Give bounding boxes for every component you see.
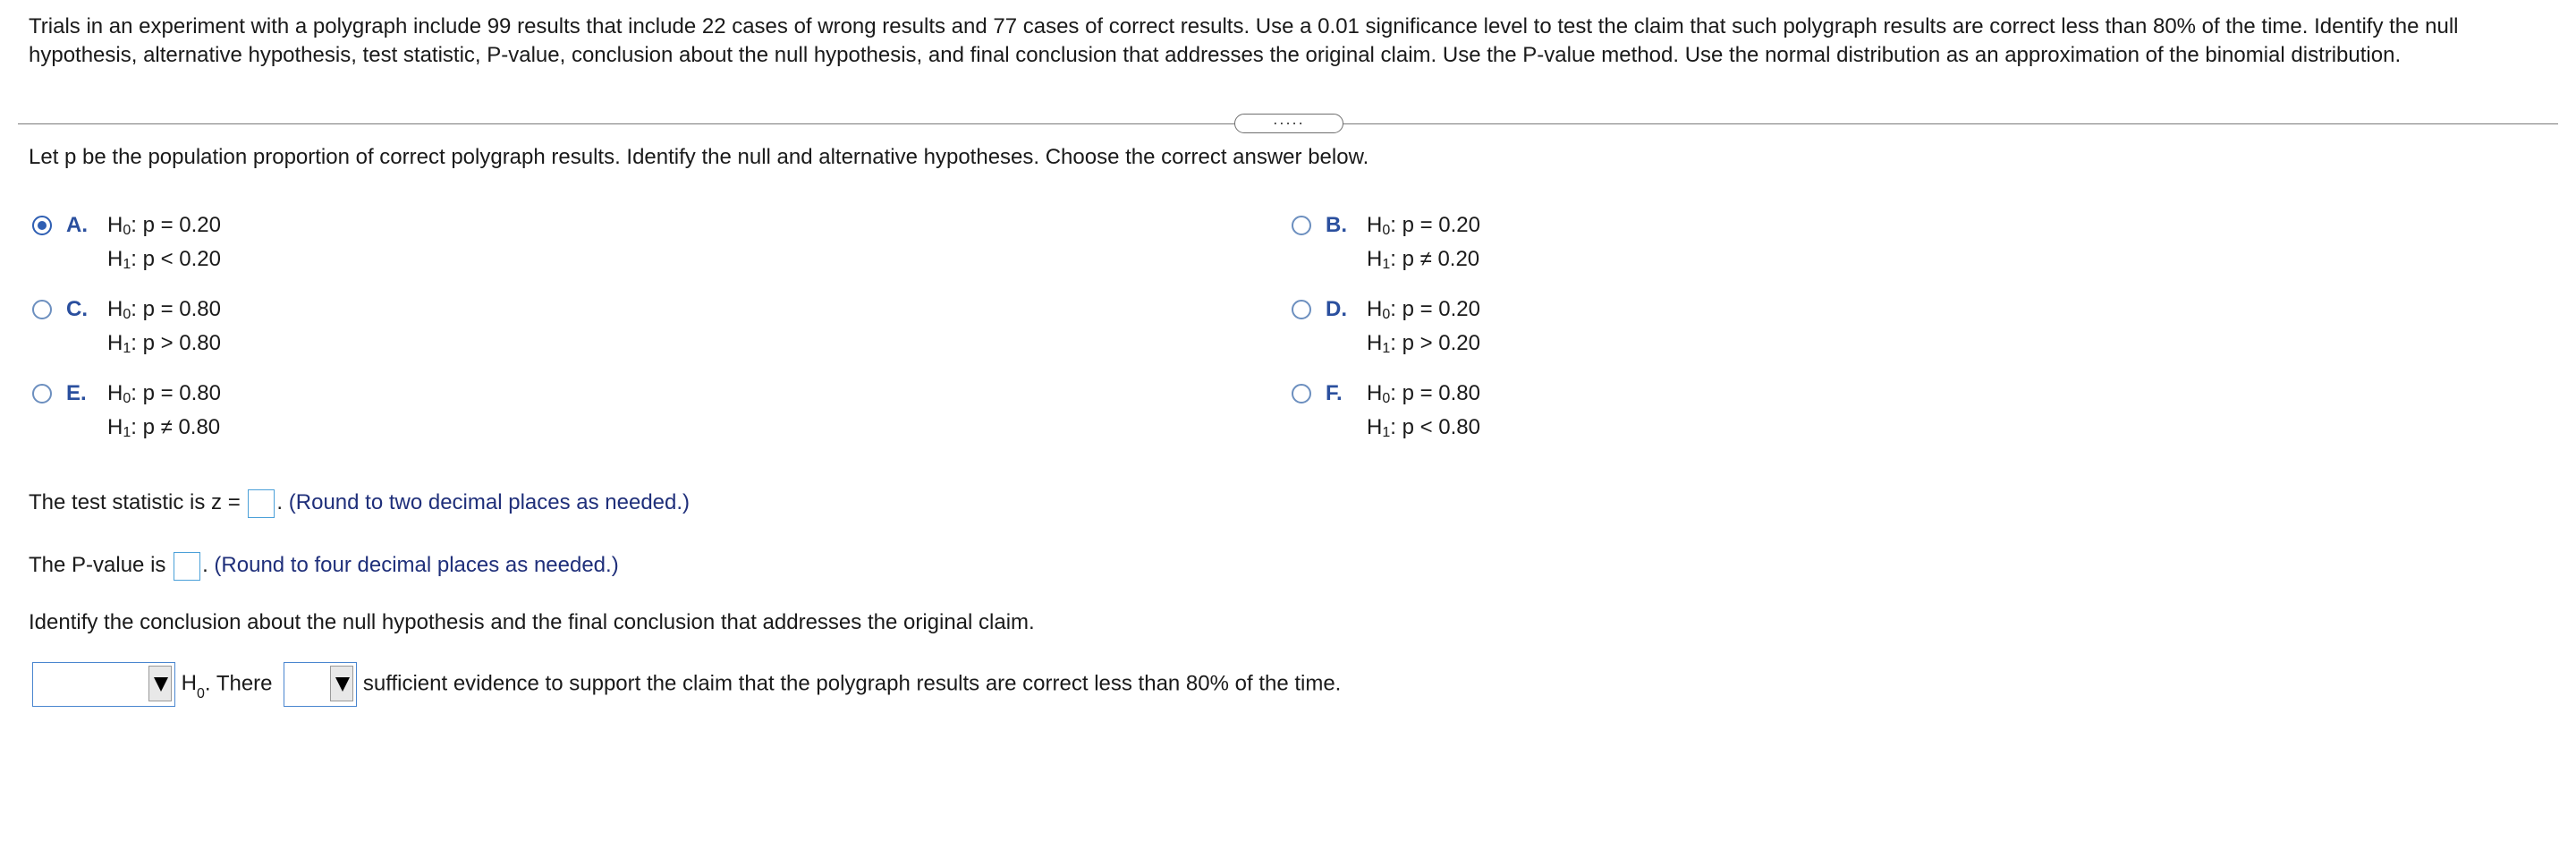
choice-f[interactable] bbox=[1292, 376, 1560, 447]
choice-c-letter: C. bbox=[66, 297, 88, 321]
p-value-period: . bbox=[202, 553, 208, 577]
p-value-label: The P-value is bbox=[29, 553, 166, 577]
choice-d-letter: D. bbox=[1326, 297, 1347, 321]
choice-f-alt-hypothesis: $H_1$: p < 0.80 bbox=[1367, 415, 1480, 440]
choice-c-alt-hypothesis: $H_1$: p > 0.80 bbox=[107, 331, 221, 356]
conclusion-there-text: . There bbox=[204, 671, 273, 696]
choice-d-alt-hypothesis: $H_1$: p > 0.20 bbox=[1367, 331, 1480, 356]
choice-f-radio[interactable] bbox=[1292, 384, 1311, 404]
p-value-input[interactable] bbox=[174, 552, 200, 581]
choice-e-letter: E. bbox=[66, 381, 87, 405]
conclusion-tail-text: sufficient evidence to support the claim that the polygraph results are correct less than 80% of the time. bbox=[362, 671, 1342, 696]
test-statistic-label: The test statistic is z = bbox=[29, 490, 241, 514]
choice-a[interactable] bbox=[32, 208, 301, 279]
choice-e-null-hypothesis: $H_0$: p = 0.80 bbox=[107, 381, 221, 406]
choice-c[interactable] bbox=[32, 292, 301, 363]
choice-c-radio[interactable] bbox=[32, 300, 52, 319]
choice-a-letter: A. bbox=[66, 213, 88, 237]
expand-toggle-button[interactable]: ..... bbox=[1234, 114, 1343, 133]
question-text: Trials in an experiment with a polygraph include 99 results that include 22 cases of wrong results and 77 cases of correct results. Use a 0.01 significance level to test the claim that such polygraph results are correct less than 80% of the time. Identify the null hypothesis, alternative hypothesis, test statistic, P-value, conclusion about the null hypothesis, and final conclusion that addresses the original claim. Use the P-value method. Use the normal distribution as an approximation of the binomial distribution. bbox=[29, 14, 2459, 67]
hypotheses-prompt: Let p be the population proportion of correct polygraph results. Identify the null and alternative hypotheses. Choose the correct answer below. bbox=[29, 145, 1369, 169]
test-statistic-row bbox=[29, 488, 690, 518]
test-statistic-period: . bbox=[276, 490, 284, 514]
choice-e[interactable] bbox=[32, 376, 301, 447]
choice-b-null-hypothesis: $H_0$: p = 0.20 bbox=[1367, 213, 1480, 238]
choice-a-alt-hypothesis: $H_1$: p < 0.20 bbox=[107, 247, 221, 272]
test-statistic-input[interactable] bbox=[248, 489, 275, 518]
choice-d-radio[interactable] bbox=[1292, 300, 1311, 319]
choice-b-alt-hypothesis: $H_1$: p ≠ 0.20 bbox=[1367, 247, 1480, 272]
choice-d-null-hypothesis: $H_0$: p = 0.20 bbox=[1367, 297, 1480, 322]
choice-c-null-hypothesis: $H_0$: p = 0.80 bbox=[107, 297, 221, 322]
null-hypothesis-decision-dropdown[interactable] bbox=[32, 662, 175, 707]
test-statistic-hint: (Round to two decimal places as needed.) bbox=[288, 490, 691, 514]
choice-e-radio[interactable] bbox=[32, 384, 52, 404]
conclusion-h0-label: $H_0$ bbox=[181, 671, 205, 702]
p-value-row bbox=[29, 551, 619, 581]
choice-b-radio[interactable] bbox=[1292, 216, 1311, 235]
choice-f-letter: F. bbox=[1326, 381, 1343, 405]
conclusion-row bbox=[32, 662, 1341, 707]
chevron-down-icon[interactable] bbox=[330, 666, 353, 701]
choice-a-null-hypothesis: $H_0$: p = 0.20 bbox=[107, 213, 221, 238]
choice-f-null-hypothesis: $H_0$: p = 0.80 bbox=[1367, 381, 1480, 406]
chevron-down-icon[interactable] bbox=[148, 666, 172, 701]
conclusion-prompt: Identify the conclusion about the null hypothesis and the final conclusion that addresses the original claim. bbox=[29, 610, 1035, 634]
choice-a-radio[interactable] bbox=[32, 216, 52, 235]
choice-e-alt-hypothesis: $H_1$: p ≠ 0.80 bbox=[107, 415, 221, 440]
choice-b[interactable] bbox=[1292, 208, 1560, 279]
p-value-hint: (Round to four decimal places as needed.) bbox=[214, 553, 619, 577]
choice-d[interactable] bbox=[1292, 292, 1560, 363]
evidence-dropdown[interactable] bbox=[284, 662, 357, 707]
choice-b-letter: B. bbox=[1326, 213, 1347, 237]
